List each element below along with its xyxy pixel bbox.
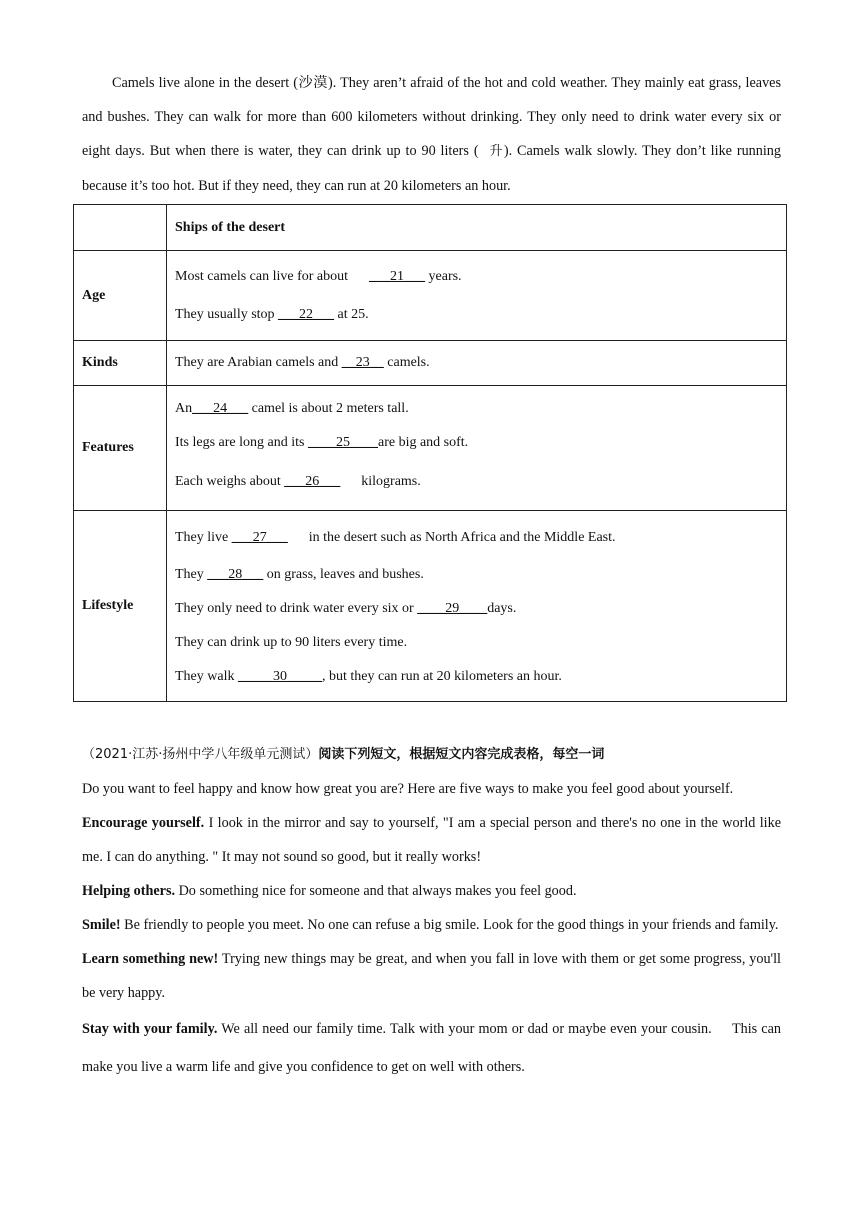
camel-passage bbox=[82, 66, 781, 203]
line-text: They live bbox=[175, 530, 232, 545]
tip-item bbox=[82, 806, 781, 874]
row-label: Age bbox=[74, 251, 167, 341]
tip-text: Do something nice for someone and that always makes you feel good. bbox=[175, 883, 577, 899]
answer-blank-29: ____29____ bbox=[417, 601, 488, 616]
line-text: An bbox=[175, 401, 193, 416]
exercise-heading bbox=[82, 738, 781, 772]
tip-text: I look in the mirror and say to yourself, "I am a special person and there's no one in the world like me. I can do anything. " It may not sound so good, but it really works! bbox=[82, 815, 781, 865]
line-text: at 25. bbox=[334, 306, 369, 322]
row-content bbox=[167, 511, 787, 702]
table-header: Ships of the desert bbox=[167, 205, 787, 251]
table-row-age bbox=[74, 251, 787, 341]
answer-blank-28: ___28___ bbox=[207, 567, 264, 582]
row-content bbox=[167, 341, 787, 386]
line-text: days. bbox=[487, 601, 517, 616]
table-line bbox=[175, 460, 778, 504]
tip-title: Learn something new! bbox=[82, 951, 219, 967]
tip-title: Stay with your family. bbox=[82, 1021, 218, 1037]
line-text: They usually stop bbox=[175, 306, 279, 322]
answer-blank-22: ___22___ bbox=[278, 306, 335, 322]
line-text: on grass, leaves and bushes. bbox=[263, 567, 424, 582]
tip-title: Helping others. bbox=[82, 883, 176, 899]
line-text: camels. bbox=[383, 355, 430, 370]
tip-item bbox=[82, 874, 781, 908]
table-line bbox=[175, 346, 778, 380]
line-text: camel is about 2 meters tall. bbox=[248, 401, 409, 416]
tip-text: We all need our family time. Talk with your mom or dad or maybe even your cousin. This can make you live a warm life and give you confidence to get on well with others. bbox=[82, 1021, 785, 1075]
table-line bbox=[175, 660, 778, 694]
camel-passage-cn: 升 bbox=[478, 144, 504, 159]
table-line bbox=[175, 558, 778, 592]
tip-item bbox=[82, 942, 781, 1010]
table-line bbox=[175, 426, 778, 460]
table-line bbox=[175, 258, 778, 296]
table-row-lifestyle bbox=[74, 511, 787, 702]
document-page bbox=[82, 66, 785, 1086]
table-header-row bbox=[74, 205, 787, 251]
answer-blank-27: ___27___ bbox=[231, 530, 288, 545]
line-text: in the desert such as North Africa and the Middle East. bbox=[287, 530, 616, 545]
row-content bbox=[167, 386, 787, 511]
line-text: Each weighs about bbox=[175, 474, 285, 489]
happy-intro: Do you want to feel happy and know how great you are? Here are five ways to make you feel good about yourself. bbox=[82, 781, 734, 797]
tip-item bbox=[82, 908, 781, 942]
line-text: They can drink up to 90 liters every time. bbox=[175, 635, 408, 650]
answer-blank-30: _____30_____ bbox=[237, 669, 322, 684]
line-text: They only need to drink water every six or bbox=[175, 601, 418, 616]
camel-passage-text: Camels live alone in the desert (沙漠). They aren’t afraid of the hot and cold weather. They mainly eat grass, leaves and bushes. They can walk for more than 600 kilometers without drinking. They only need to drink water every six or eight days. But when there is water, they can drink up to 90 liters ( bbox=[82, 75, 781, 159]
row-label: Lifestyle bbox=[74, 511, 167, 702]
tip-text: Trying new things may be great, and when you fall in love with them or get some progress, you'll be very happy. bbox=[82, 951, 781, 1001]
line-text: They bbox=[175, 567, 208, 582]
row-label: Kinds bbox=[74, 341, 167, 386]
table-line bbox=[175, 392, 778, 426]
answer-blank-26: ___26___ bbox=[284, 474, 341, 489]
table-line bbox=[175, 592, 778, 626]
answer-blank-23: __23__ bbox=[341, 355, 384, 370]
line-text: They are Arabian camels and bbox=[175, 355, 342, 370]
line-text: Most camels can live for about bbox=[175, 268, 370, 284]
table-line bbox=[175, 518, 778, 558]
camel-passage-end: ). Camels walk slowly. They don’t like running because it’s too hot. But if they need, they can run at 20 kilometers an hour. bbox=[82, 143, 781, 194]
answer-blank-24: ___24___ bbox=[192, 401, 249, 416]
line-text: are big and soft. bbox=[377, 435, 469, 450]
line-text: kilograms. bbox=[340, 474, 421, 489]
line-text: Its legs are long and its bbox=[175, 435, 308, 450]
tip-text: Be friendly to people you meet. No one can refuse a big smile. Look for the good things in your friends and family. bbox=[120, 917, 779, 933]
table-row-kinds bbox=[74, 341, 787, 386]
camel-table bbox=[73, 204, 787, 702]
line-text: They walk bbox=[175, 669, 238, 684]
row-content bbox=[167, 251, 787, 341]
tip-title: Encourage yourself. bbox=[82, 815, 205, 831]
answer-blank-25: ____25____ bbox=[307, 435, 378, 450]
table-line bbox=[175, 296, 778, 334]
tip-item bbox=[82, 1010, 785, 1086]
table-row-features bbox=[74, 386, 787, 511]
tip-title: Smile! bbox=[82, 917, 121, 933]
table-line bbox=[175, 626, 778, 660]
line-text: , but they can run at 20 kilometers an hour. bbox=[321, 669, 562, 684]
exercise-source: （2021·江苏·扬州中学八年级单元测试） bbox=[82, 747, 319, 762]
table-corner-cell bbox=[74, 205, 167, 251]
exercise-instruction: 阅读下列短文，根据短文内容完成表格，每空一词 bbox=[318, 747, 605, 762]
answer-blank-21: ___21___ bbox=[369, 268, 426, 284]
line-text: years. bbox=[425, 268, 462, 284]
row-label: Features bbox=[74, 386, 167, 511]
